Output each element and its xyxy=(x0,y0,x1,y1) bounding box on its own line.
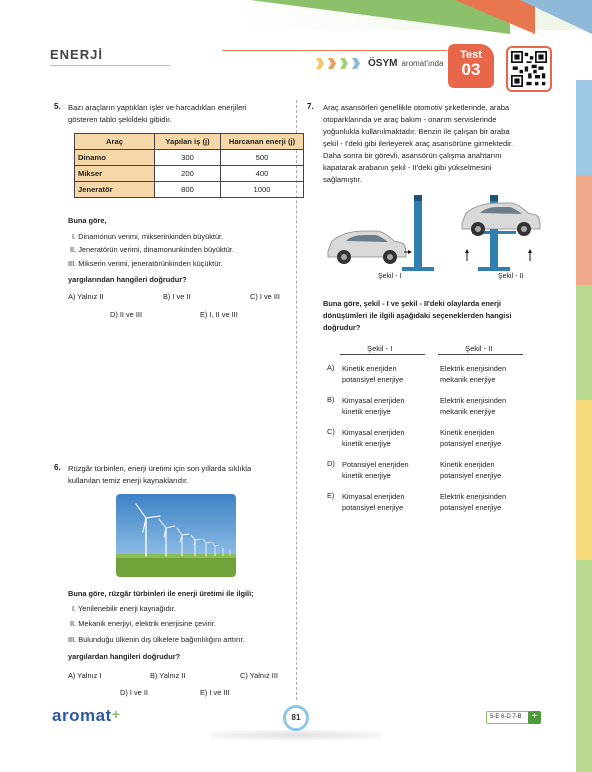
table-header: Yapılan iş (j) xyxy=(155,134,221,150)
answer-cell: potansiyel enerjiye xyxy=(440,471,502,480)
col-header-underline xyxy=(438,354,523,355)
q6-lead: Buna göre, rüzgâr türbinleri ile enerji üretimi ile ilgili; xyxy=(68,589,254,598)
q6-option-c[interactable]: C) Yalnız III xyxy=(240,671,278,680)
q7-question-line: Buna göre, şekil - I ve şekil - II'deki olaylarda enerji xyxy=(323,299,501,308)
answer-letter[interactable]: B) xyxy=(327,395,335,404)
answer-cell: kinetik enerjiye xyxy=(342,407,391,416)
lift-figure-1 xyxy=(328,195,434,271)
answer-key-box: 5-E 6-D 7-B xyxy=(486,711,540,724)
table-cell: 500 xyxy=(221,150,304,166)
aromat-logo xyxy=(52,706,120,726)
answer-cell: Kimyasal enerjiden xyxy=(342,396,405,405)
q7-question-line: dönüşümleri ile ilgili aşağıdaki seçeneklerden hangisi xyxy=(323,311,512,320)
chevron-icon xyxy=(352,58,360,69)
logo-plus: + xyxy=(111,706,121,722)
answer-cell: Potansiyel enerjiden xyxy=(342,460,409,469)
answer-cell: potansiyel enerjiye xyxy=(342,503,404,512)
q5-text-line2: gösteren tablo şekildeki gibidir. xyxy=(68,115,172,124)
answer-cell: Kinetik enerjiden xyxy=(440,460,495,469)
q7-question-line: doğrudur? xyxy=(323,323,361,332)
page-number: 81 xyxy=(283,705,309,731)
table-header: Araç xyxy=(75,134,155,150)
table-row xyxy=(75,182,304,198)
osym-banner xyxy=(316,58,443,69)
answer-cell: potansiyel enerjiye xyxy=(440,503,502,512)
answer-cell: potansiyel enerjiye xyxy=(342,375,404,384)
osym-brand: ÖSYM xyxy=(368,58,398,69)
answer-cell: Kinetik enerjiden xyxy=(440,428,495,437)
q5-option-c[interactable]: C) I ve III xyxy=(250,292,280,301)
side-strip-orange xyxy=(576,175,592,285)
table-cell: 800 xyxy=(155,182,221,198)
header-rule xyxy=(222,50,447,51)
q7-text-line: kapatarak arabanın şekil - II'deki gibi yükselmesini xyxy=(323,163,492,172)
answer-cell: Elektrik enerjisinden xyxy=(440,396,507,405)
table-cell: Mikser xyxy=(75,166,155,182)
qr-code-icon[interactable] xyxy=(506,46,552,92)
lift-figure-2 xyxy=(462,195,540,271)
q7-text-line: Araç asansörleri genellikle otomotiv şirketlerinde, araba xyxy=(323,103,510,112)
q5-lead: Buna göre, xyxy=(68,216,107,225)
title-underline xyxy=(50,65,170,66)
osym-sub: aromat'ında xyxy=(401,59,444,68)
q6-option-d[interactable]: D) I ve II xyxy=(120,688,148,697)
figure-label-2: Şekil - II xyxy=(498,273,524,280)
table-cell: Dinamo xyxy=(75,150,155,166)
qr-pattern xyxy=(511,51,547,87)
table-cell: 400 xyxy=(221,166,304,182)
q6-statement: III. Bulunduğu ülkenin dış ülkelere bağımlılığını arttırır. xyxy=(68,635,245,644)
figure-label-1: Şekil - I xyxy=(378,273,402,280)
page-title: ENERJİ xyxy=(50,47,103,62)
answer-cell: Elektrik enerjisinden xyxy=(440,492,507,501)
chevron-icon xyxy=(340,58,348,69)
q5-question: yargılarından hangileri doğrudur? xyxy=(68,275,187,284)
q7-text-line: sağlamıştır. xyxy=(323,175,362,184)
answer-cell: Kimyasal enerjiden xyxy=(342,492,405,501)
q6-text-line1: Rüzgâr türbinleri, enerji üretimi için son yıllarda sıklıkla xyxy=(68,464,252,473)
q7-text-line: otoparklarında ve araç bakım - onarım servislerinde xyxy=(323,115,497,124)
answer-cell: Kinetik enerjiden xyxy=(342,364,397,373)
side-strip-green-2 xyxy=(576,560,592,772)
table-cell: 300 xyxy=(155,150,221,166)
table-row xyxy=(75,166,304,182)
q6-number: 6. xyxy=(54,463,61,472)
q6-option-b[interactable]: B) Yalnız II xyxy=(150,671,186,680)
answer-cell: mekanik enerjiye xyxy=(440,407,496,416)
page-shadow xyxy=(210,730,382,740)
q6-text-line2: kullanılan temiz enerji kaynaklarıdır. xyxy=(68,476,189,485)
table-row xyxy=(75,150,304,166)
answer-cell: mekanik enerjiye xyxy=(440,375,496,384)
q5-statement: II. Jeneratörün verimi, dinamonunkinden büyüktür. xyxy=(70,245,234,254)
answer-cell: Elektrik enerjisinden xyxy=(440,364,507,373)
q7-text-line: şekil - I'deki gibi ilerleyerek araç asansörüne girmektedir. xyxy=(323,139,514,148)
answer-letter[interactable]: C) xyxy=(327,427,335,436)
answer-cell: potansiyel enerjiye xyxy=(440,439,502,448)
logo-text: aromat xyxy=(52,706,112,725)
table-header: Harcanan enerji (j) xyxy=(221,134,304,150)
side-strip-green xyxy=(576,285,592,400)
car-lift-figure xyxy=(322,195,554,283)
q7-text-line: Daha sonra bir görevli, asansörün çalışma anahtarını xyxy=(323,151,502,160)
answer-cell: kinetik enerjiye xyxy=(342,439,391,448)
q5-statement: III. Mikserin verimi, jeneratörünkinden küçüktür. xyxy=(68,259,223,268)
q7-text-line: yoğunlukla kullanılmaktadır. Benzin ile çalışan bir araba xyxy=(323,127,510,136)
q6-statement: I. Yenilenebilir enerji kaynağıdır. xyxy=(72,604,176,613)
q6-statement: II. Mekanik enerjiyi, elektrik enerjisine çevirir. xyxy=(70,619,216,628)
wind-turbine-illustration xyxy=(116,494,236,577)
table-cell: 200 xyxy=(155,166,221,182)
q5-option-a[interactable]: A) Yalnız II xyxy=(68,292,104,301)
q6-option-e[interactable]: E) I ve III xyxy=(200,688,230,697)
q7-number: 7. xyxy=(307,102,314,111)
q5-table xyxy=(74,133,304,198)
table-cell: Jeneratör xyxy=(75,182,155,198)
side-strip-blue xyxy=(576,80,592,175)
table-header-row xyxy=(75,134,304,150)
q5-text-line1: Bazı araçların yaptıkları işler ve harcadıkları enerjileri xyxy=(68,103,247,112)
header-blue-shape xyxy=(520,0,592,34)
col-header-underline xyxy=(340,354,425,355)
answer-cell: Kimyasal enerjiden xyxy=(342,428,405,437)
test-label: Test xyxy=(460,49,482,61)
q5-option-e[interactable]: E) I, II ve III xyxy=(200,310,238,319)
q5-number: 5. xyxy=(54,102,61,111)
answer-cell: kinetik enerjiye xyxy=(342,471,391,480)
q5-option-d[interactable]: D) II ve III xyxy=(110,310,143,319)
table-cell: 1000 xyxy=(221,182,304,198)
answer-col-header-2: Şekil - II xyxy=(465,344,493,353)
test-number: 03 xyxy=(461,60,481,79)
q6-option-a[interactable]: A) Yalnız I xyxy=(68,671,102,680)
wind-turbine-photo xyxy=(116,494,236,577)
chevron-icon xyxy=(328,58,336,69)
q6-question: yargılardan hangileri doğrudur? xyxy=(68,652,181,661)
q5-statement: I. Dinamonun verimi, mikserinkinden büyüktür. xyxy=(72,232,224,241)
q5-option-b[interactable]: B) I ve II xyxy=(163,292,191,301)
plus-icon[interactable]: + xyxy=(528,711,541,724)
answer-letter[interactable]: E) xyxy=(327,491,335,500)
answer-letter[interactable]: A) xyxy=(327,363,335,372)
chevron-icon xyxy=(316,58,324,69)
answer-col-header-1: Şekil - I xyxy=(367,344,393,353)
test-badge xyxy=(448,44,494,88)
answer-letter[interactable]: D) xyxy=(327,459,335,468)
side-strip-yellow xyxy=(576,400,592,560)
